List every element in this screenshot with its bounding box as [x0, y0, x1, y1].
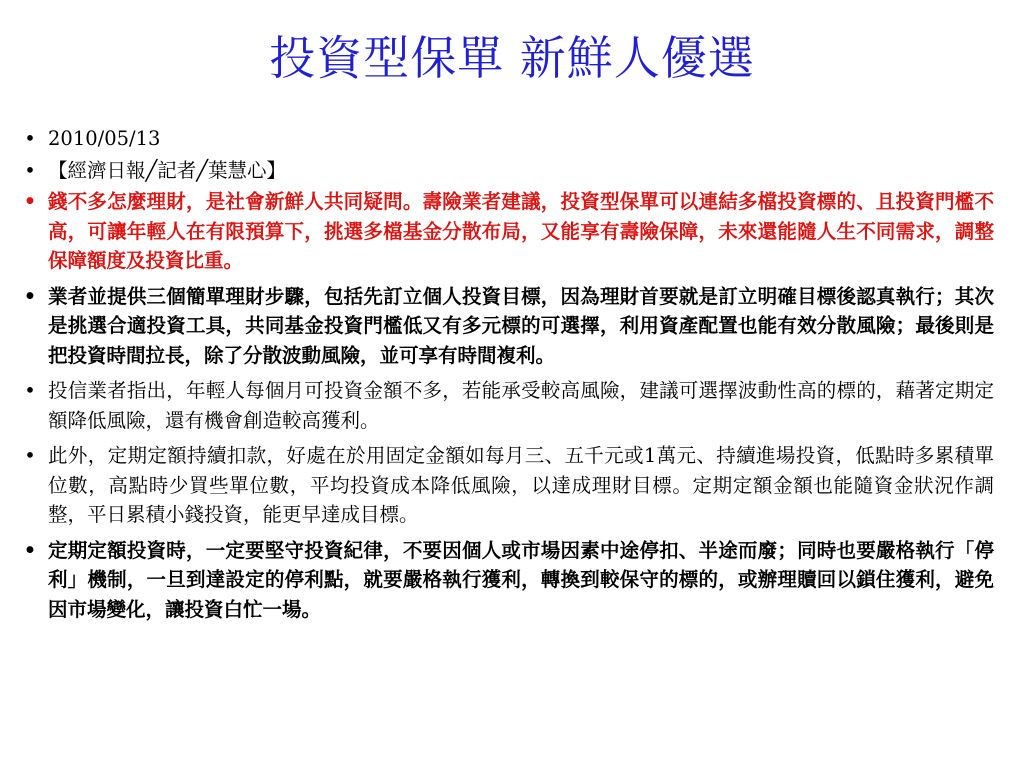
bullet-text: 定期定額投資時，一定要堅守投資紀律，不要因個人或市場因素中途停扣、半途而廢；同時也要嚴格執行「停利」機制，一旦到達設定的停利點，就要嚴格執行獲利，轉換到較保守的標的，或辦理贖回以鎖住獲利，避免因市場變化，讓投資白忙一場。 [48, 538, 994, 621]
bullet-text: 此外，定期定額持續扣款，好處在於用固定金額如每月三、五千元或1萬元、持續進場投資，低點時多累積單位數，高點時少買些單位數，平均投資成本降低風險，以達成理財目標。定期定額金額也能隨資金狀況作調整，平日累積小錢投資，能更早達成目標。 [48, 444, 994, 526]
bullet-icon: • [24, 158, 36, 182]
bullet-icon: • [24, 379, 36, 402]
bullet-text: 錢不多怎麼理財，是社會新鮮人共同疑問。壽險業者建議，投資型保單可以連結多檔投資標的、且投資門檻不高，可讓年輕人在有限預算下，挑選多檔基金分散布局，又能享有壽險保障，未來還能隨人生不同需求，調整保障額度及投資比重。 [48, 190, 994, 272]
bullet-date [20, 124, 994, 154]
bullet-text: 【經濟日報╱記者╱葉慧心】 [48, 158, 286, 182]
bullet-text: 2010/05/13 [48, 127, 161, 150]
bullet-highlight-paragraph [20, 187, 994, 276]
bullet-icon: • [23, 190, 37, 213]
slide-title: 投資型保單 新鮮人優選 [269, 31, 755, 85]
bullet-icon: • [23, 284, 37, 308]
bullet-icon: • [23, 538, 37, 562]
bullet-text: 投信業者指出，年輕人每個月可投資金額不多，若能承受較高風險，建議可選擇波動性高的標的，藉著定期定額降低風險，還有機會創造較高獲利。 [48, 379, 994, 432]
bullet-source [20, 156, 994, 186]
bullet-icon: • [24, 127, 36, 150]
bullet-list [20, 124, 994, 630]
bullet-paragraph [20, 376, 994, 435]
bullet-icon: • [24, 444, 36, 467]
bullet-steps-paragraph [20, 282, 994, 371]
bullet-text: 業者並提供三個簡單理財步驟，包括先訂立個人投資目標，因為理財首要就是訂立明確目標後認真執行；其次是挑選合適投資工具，共同基金投資門檻低又有多元標的可選擇，利用資產配置也能有效分散風險；最後則是把投資時間拉長，除了分散波動風險，並可享有時間複利。 [48, 284, 994, 367]
bullet-paragraph [20, 441, 994, 530]
bullet-discipline-paragraph [20, 536, 994, 625]
